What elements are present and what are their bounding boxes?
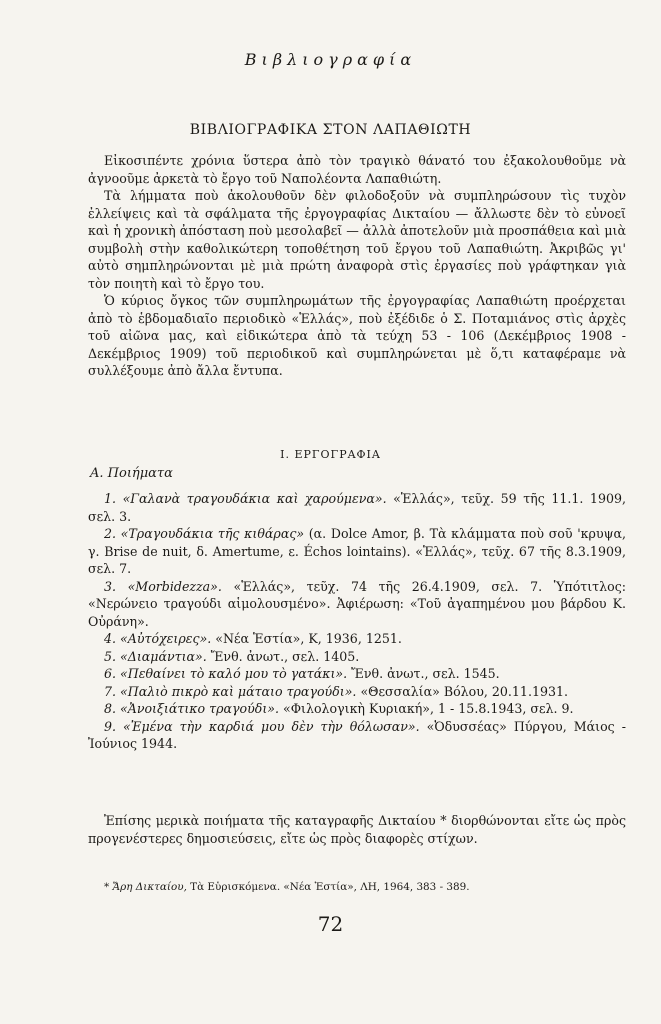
work-entry <box>88 630 626 648</box>
section-heading: Ι. ΕΡΓΟΓΡΑΦΙΑ <box>280 448 381 461</box>
footnote-text: Τὰ Εὑρισκόμενα. «Νέα Ἑστία», ΛΗ, 1964, 383 - 389. <box>186 881 470 893</box>
work-details: (α. Dolce Amor, β. Τὰ κλάμματα ποὺ σοῦ 'κρυψα, γ. Brise de nuit, δ. Amertume, ε. Échos lointains). «Ἑλλάς», τεῦχ. 67 τῆς 8.3.1909, σελ. 7. <box>88 526 626 576</box>
work-title: 2. «Τραγουδάκια τῆς κιθάρας» <box>104 526 305 541</box>
footnote <box>104 880 624 894</box>
work-title: 4. «Αὐτόχειρες». <box>104 631 212 646</box>
work-details: «Ἑλλάς», τεῦχ. 74 τῆς 26.4.1909, σελ. 7. Ὑπότιτλος: «Νερώνειο τραγούδι αἱμολουσμένο». Ἀφιέρωση: «Τοῦ ἀγαπημένου μου βάρδου Κ. Οὐράνη». <box>88 578 627 629</box>
intro-text <box>88 152 626 380</box>
works-list <box>88 490 626 753</box>
work-details: «Φιλολογικὴ Κυριακή», 1 - 15.8.1943, σελ. 9. <box>279 701 574 716</box>
closing-text <box>88 812 626 847</box>
work-details: Ἔνθ. ἀνωτ., σελ. 1405. <box>206 648 360 664</box>
work-entry <box>88 525 626 578</box>
work-entry <box>88 490 626 525</box>
footnote-author: Ἄρη Δικταίου, <box>112 881 187 893</box>
work-details: «Θεσσαλία» Βόλου, 20.11.1931. <box>356 683 568 699</box>
footnote-mark: * <box>104 881 113 893</box>
work-title: 9. «Ἐμένα τὴν καρδιά μου δὲν τὴν θόλωσαν». <box>104 718 420 734</box>
intro-paragraph: Τὰ λήμματα ποὺ ἀκολουθοῦν δὲν φιλοδοξοῦν νὰ συμπληρώσουν τὶς τυχὸν ἐλλείψεις καὶ τὰ σφάλματα τῆς ἐργογραφίας Δικταίου — ἄλλωστε δὲν τὸ εὐνοεῖ καὶ ἡ χρονικὴ ἀπόσταση ποὺ μεσολαβεῖ — ἀλλὰ ἀποτελοῦν μιὰ προσπάθεια καὶ μιὰ συμβολὴ στὴν καθολικώτερη τοποθέτηση τοῦ ἔργου τοῦ Λαπαθιώτη. Ἀκριβῶς γι' αὐτὸ σημπληρώνονται μὲ μιὰ πρώτη ἀναφορὰ στὶς ἐργασίες ποὺ γράφτηκαν γιὰ τὸν ποιητὴ καὶ τὸ ἔργο του. <box>88 188 626 291</box>
work-details: Ἔνθ. ἀνωτ., σελ. 1545. <box>347 666 500 681</box>
intro-paragraph: Ὁ κύριος ὄγκος τῶν συμπληρωμάτων τῆς ἐργογραφίας Λαπαθιώτη προέρχεται ἀπὸ τὸ ἑβδομαδιαῖο περιοδικὸ «Ἑλλάς», ποὺ ἐξέδιδε ὁ Σ. Ποταμιάνος στὶς ἀρχὲς τοῦ αἰῶνα μας, καὶ εἰδικώτερα ἀπὸ τὰ τεύχη 53 - 106 (Δεκέμβριος 1908 - Δεκέμβριος 1909) τοῦ περιοδικοῦ καὶ συμπληρώνεται μὲ ὅ,τι καταφέραμε νὰ συλλέξουμε ἀπὸ ἄλλα ἔντυπα. <box>88 293 626 378</box>
closing-paragraph: Ἐπίσης μερικὰ ποιήματα τῆς καταγραφῆς Δικταίου * διορθώνονται εἴτε ὡς πρὸς προγενέστερες δημοσιεύσεις, εἴτε ὡς πρὸς διαφορὲς στίχων. <box>88 813 626 846</box>
subheading: Α. Ποιήματα <box>90 466 173 481</box>
work-entry <box>88 718 626 753</box>
work-entry <box>88 648 626 666</box>
work-details: «Ἑλλάς», τεῦχ. 59 τῆς 11.1. 1909, σελ. 3. <box>88 491 626 524</box>
work-title: 3. «Morbidezza». <box>104 578 222 594</box>
work-title: 6. «Πεθαίνει τὸ καλό μου τὸ γατάκι». <box>104 666 348 681</box>
running-head: Βιβλιογραφία <box>244 50 417 69</box>
work-details: «Ὀδυσσέας» Πύργου, Μάιος - Ἰούνιος 1944. <box>88 718 626 751</box>
work-details: «Νέα Ἑστία», Κ, 1936, 1251. <box>211 631 402 646</box>
intro-paragraph: Εἰκοσιπέντε χρόνια ὕστερα ἀπὸ τὸν τραγικὸ θάνατό του ἐξακολουθοῦμε νὰ ἀγνοοῦμε ἀρκετὰ τὸ ἔργο τοῦ Ναπολέοντα Λαπαθιώτη. <box>88 153 626 186</box>
work-title: 5. «Διαμάντια». <box>104 648 207 664</box>
work-title: 1. «Γαλανὰ τραγουδάκια καὶ χαρούμενα». <box>104 491 387 506</box>
article-title: ΒΙΒΛΙΟΓΡΑΦΙΚΑ ΣΤΟΝ ΛΑΠΑΘΙΩΤΗ <box>189 122 472 138</box>
work-entry <box>88 578 626 631</box>
work-entry <box>88 683 626 701</box>
page-number: 72 <box>317 912 344 936</box>
work-entry <box>88 665 626 683</box>
work-title: 8. «Ἀνοιξιάτικο τραγούδι». <box>104 701 279 716</box>
work-entry <box>88 700 626 718</box>
work-title: 7. «Παλιὸ πικρὸ καὶ μάταιο τραγούδι». <box>104 683 357 699</box>
